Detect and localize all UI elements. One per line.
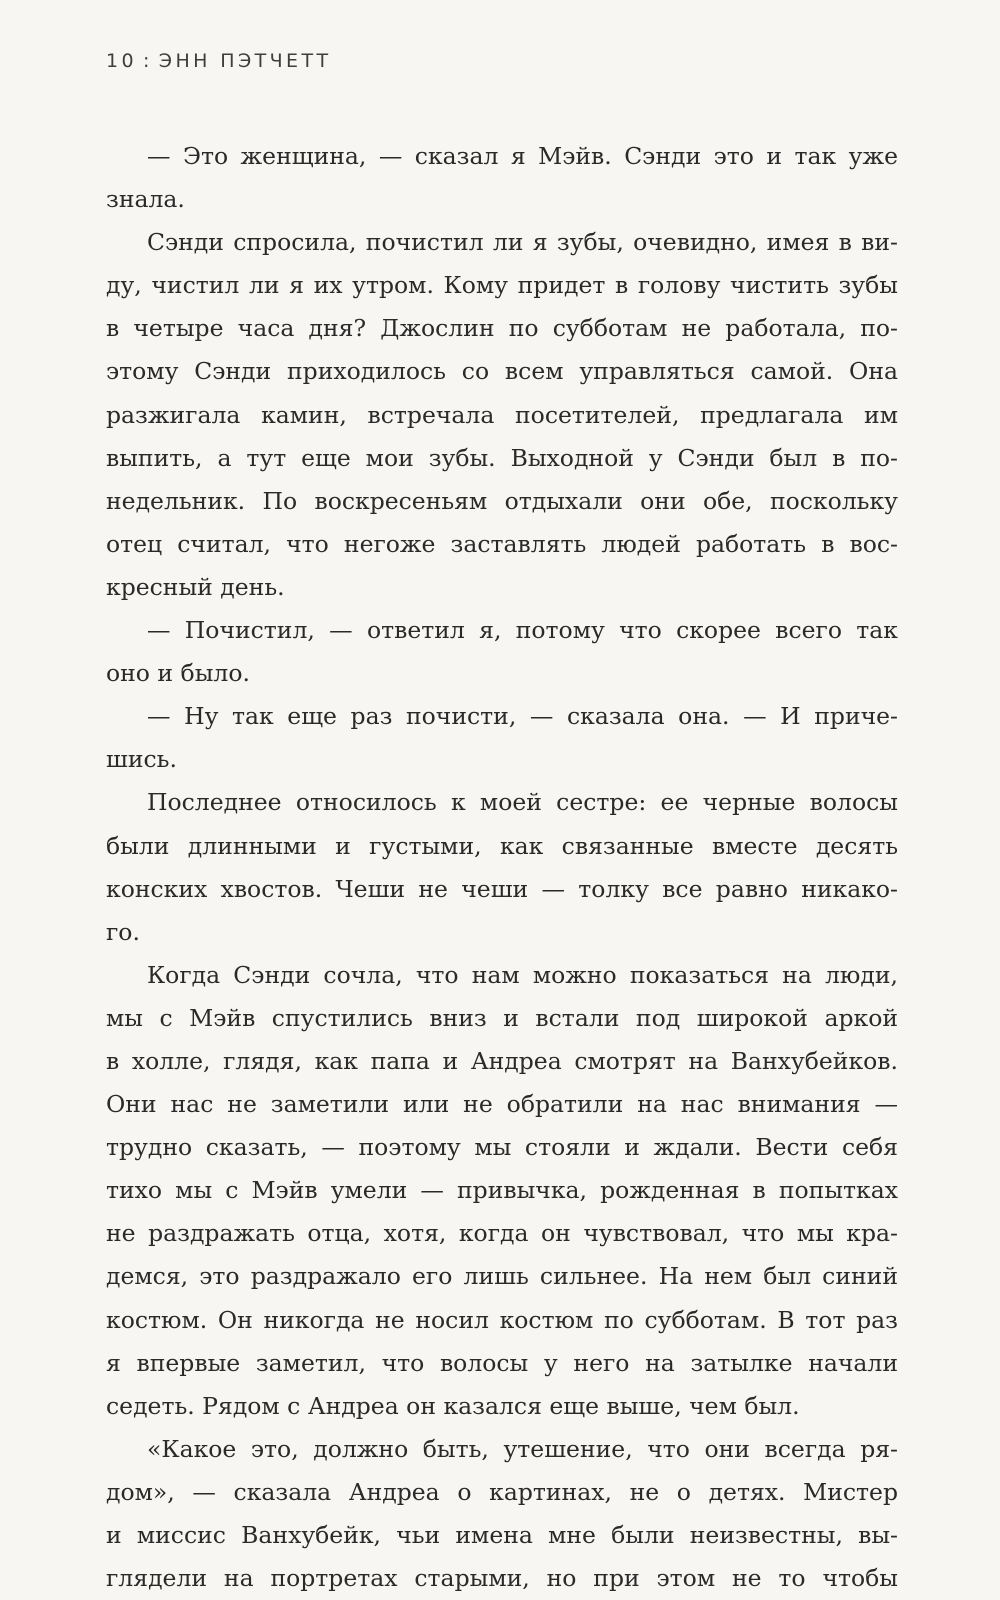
text-line: были длинными и густыми, как связанные вместе десять — [106, 831, 898, 860]
text-line: недельник. По воскресеньям отдыхали они обе, поскольку — [106, 486, 898, 515]
text-line: го. — [106, 917, 140, 946]
text-line: тихо мы с Мэйв умели — привычка, рожденная в попытках — [106, 1176, 898, 1205]
text-line: в четыре часа дня? Джослин по субботам не работала, по- — [106, 314, 898, 343]
text-line: этому Сэнди приходилось со всем управляться самой. Она — [106, 357, 898, 386]
text-line: конских хвостов. Чеши не чеши — толку все равно никако- — [106, 874, 898, 903]
text-line: и миссис Ванхубейк, чьи имена мне были неизвестны, вы- — [106, 1521, 898, 1549]
text-line: отец считал, что негоже заставлять людей работать в вос- — [106, 529, 898, 558]
text-line: Они нас не заметили или не обратили на нас внимания — — [106, 1090, 898, 1119]
text-line: костюм. Он никогда не носил костюм по субботам. В тот раз — [106, 1305, 898, 1334]
text-line: — Это женщина, — сказал я Мэйв. Сэнди это и так уже — [147, 142, 898, 170]
text-line: Сэнди спросила, почистил ли я зубы, очевидно, имея в ви- — [147, 228, 898, 257]
body-text — [106, 135, 898, 1600]
text-line: глядели на портретах старыми, но при этом не то чтобы — [106, 1564, 898, 1593]
text-line: седеть. Рядом с Андреа он казался еще выше, чем был. — [106, 1391, 800, 1420]
text-line: дом», — сказала Андреа о картинах, не о детях. Мистер — [106, 1477, 898, 1506]
text-line: демся, это раздражало его лишь сильнее. На нем был синий — [106, 1262, 898, 1291]
text-line: Когда Сэнди сочла, что нам можно показаться на люди, — [147, 960, 898, 989]
text-line: оно и было. — [106, 659, 250, 688]
page-number: 10 — [106, 50, 137, 72]
text-line: Последнее относилось к моей сестре: ее черные волосы — [147, 788, 898, 817]
author-name: ЭНН ПЭТЧЕТТ — [158, 50, 332, 72]
text-line: выпить, а тут еще мои зубы. Выходной у Сэнди был в по- — [106, 443, 898, 472]
text-line: не раздражать отца, хотя, когда он чувствовал, что мы кра- — [106, 1219, 898, 1248]
text-line: ду, чистил ли я их утром. Кому придет в голову чистить зубы — [106, 271, 898, 300]
text-line: я впервые заметил, что волосы у него на затылке начали — [106, 1348, 898, 1377]
running-head — [106, 50, 331, 72]
text-line: в холле, глядя, как папа и Андреа смотрят на Ванхубейков. — [106, 1046, 898, 1075]
text-line: — Почистил, — ответил я, потому что скорее всего так — [147, 616, 898, 645]
text-line: «Какое это, должно быть, утешение, что они всегда ря- — [147, 1434, 898, 1463]
text-line: шись. — [106, 745, 177, 774]
text-line: кресный день. — [106, 572, 285, 601]
text-line: разжигала камин, встречала посетителей, предлагала им — [106, 400, 898, 429]
text-line: — Ну так еще раз почисти, — сказала она. — И приче- — [147, 702, 898, 731]
text-line: знала. — [106, 185, 185, 214]
header-separator: : — [142, 50, 153, 72]
text-line: трудно сказать, — поэтому мы стояли и ждали. Вести себя — [106, 1133, 898, 1162]
text-line: мы с Мэйв спустились вниз и встали под широкой аркой — [106, 1003, 898, 1032]
